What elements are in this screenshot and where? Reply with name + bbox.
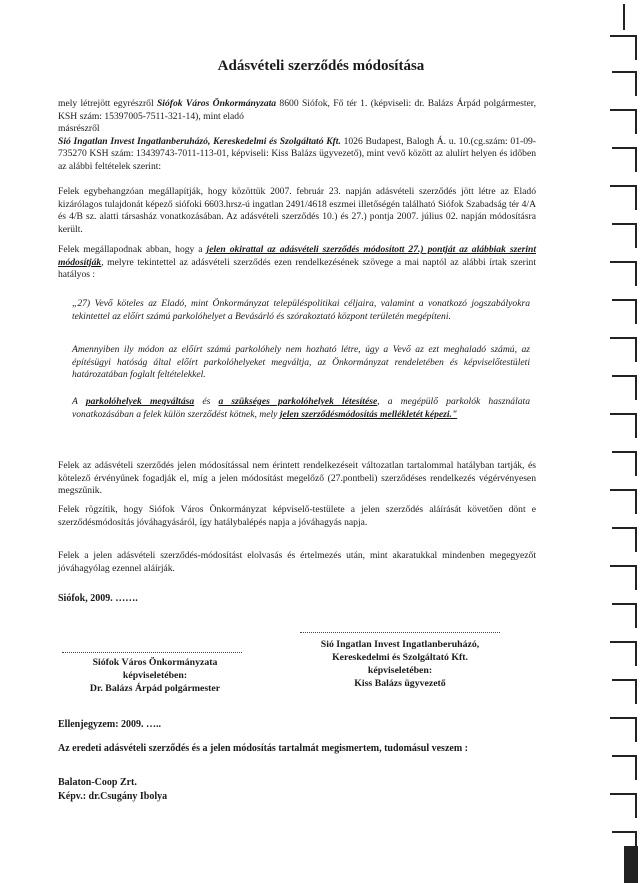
- signature-block-left: [50, 656, 260, 695]
- seller-details: 8600 Siófok, Fő tér 1. (képviseli: dr. Balázs Árpád polgármester, KSH szám: 15397005-7511-321-14), mint eladó: [58, 98, 537, 122]
- buyer-details: 1026 Budapest, Balogh Á. u. 10.(cg.szám: 01-09-735270 KSH szám: 13439743-7011-113-01, képviseli: Kiss Balázs ügyvezető), mint vevő között az alulírt helyen és időben az alábbi feltételek szerint:: [58, 135, 536, 172]
- paragraph-3: Felek az adásvételi szerződés jelen módosítással nem érintett rendelkezéseit változatlan tartalommal hatályban tartják, és kötelező érvényűnek fogadják el, míg a jelen módosítást megelőző (27.pontbeli) szerződéses rendelkezés végérvényesen megszűnik.: [58, 460, 536, 497]
- witness-company: Balaton-Coop Zrt.: [58, 777, 137, 788]
- sig-left-line1: Siófok Város Önkormányzata: [92, 657, 218, 668]
- intro-text-1: mely létrejött egyrészről: [58, 98, 157, 109]
- paragraph-4: Felek rögzítik, hogy Siófok Város Önkormányzat képviselő-testülete a jelen szerződés aláírását követően dönt e szerződésmódosítás jóváhagyásáról, így hatálybalépés napja a jóváhagyás napja.: [58, 504, 536, 528]
- paragraph-2-text-a: Felek megállapodnak abban, hogy a: [58, 244, 207, 255]
- quote3-a: A: [72, 396, 86, 407]
- masreszrol-text: másrészről: [58, 123, 100, 135]
- quote-paragraph-1: „27) Vevő köteles az Eladó, mint Önkormányzat településpolitikai céljaira, valamint a vonatkozó jogszabályokra tekintettel az előírt számú parkolóhelyet a Bevásárló és szórakoztató központ területén megépíteni.: [72, 298, 530, 322]
- quote3-c: és: [194, 396, 219, 407]
- quote-paragraph-3: [72, 396, 530, 421]
- countersign-line: Ellenjegyzem: 2009. …..: [58, 719, 162, 730]
- sig-right-line1: Sió Ingatlan Invest Ingatlanberuházó,: [320, 639, 480, 650]
- sig-right-line2: Kereskedelmi és Szolgáltató Kft.: [332, 652, 468, 663]
- signature-block-right: [285, 638, 515, 690]
- acknowledge-statement: Az eredeti adásvételi szerződés és a jelen módosítás tartalmát megismertem, tudomásul veszem :: [58, 743, 468, 754]
- paragraph-2-emphasis: jelen okirattal az adásvételi szerződés módosított 27.) pontját az alábbiak szerint módosítják: [58, 244, 536, 268]
- signature-line-right: [300, 632, 500, 633]
- paragraph-2: [58, 244, 536, 282]
- paragraph-5: Felek a jelen adásvételi szerződés-módosítást elolvasás és értelmezés után, mint akaratukkal mindenben megegyezőt jóváhagyólag ezennel aláírják.: [58, 550, 536, 574]
- sig-right-line3: képviseletében:: [367, 665, 433, 676]
- signature-line-left: [62, 652, 242, 653]
- paragraph-1: Felek egybehangzóan megállapítják, hogy közöttük 2007. február 23. napján adásvételi szerződés jött létre az Eladó kizárólagos tulajdonát képező siófoki 6603.hrsz-ú ingatlan 2491/4618 eszmei illetőségén található Siófok Szabadság tér 4/A és 4/B sz. alatti társasház vonatkozásában. Az adásvételi szerződés 10.) és 27.) pontja 2007. július 02. napján módosításra került.: [58, 186, 536, 235]
- parties-paragraph: [58, 98, 536, 174]
- place-date: Siófok, 2009. …….: [58, 593, 138, 604]
- page-edge-marks: [590, 0, 642, 883]
- paragraph-2-text-c: , melyre tekintettel az adásvételi szerződés ezen rendelkezésének szövege a mai naptól az alábbi írtak szerint hatályos :: [58, 256, 536, 281]
- quote3-f: jelen szerződésmódosítás mellékletét képezi.": [279, 408, 458, 420]
- seller-name: Siófok Város Önkormányzata: [156, 98, 277, 109]
- quote3-e: , a megépülő parkolók használata vonatkozásában a felek külön szerződést kötnek, mely: [72, 396, 530, 420]
- witness-representative: Képv.: dr.Csugány Ibolya: [58, 791, 168, 802]
- buyer-name: Sió Ingatlan Invest Ingatlanberuházó, Kereskedelmi és Szolgáltató Kft.: [58, 135, 341, 147]
- sig-left-line2: képviseletében:: [122, 670, 188, 681]
- quote-paragraph-2: Amennyiben ily módon az előírt számú parkolóhely nem hozható létre, úgy a Vevő az ezt meghaladó számú, az építésügyi hatóság által előírt parkolóhelyeket megváltja, az Önkormányzat rendeletében és képviselőtestületi határozatában foglalt feltételekkel.: [72, 344, 530, 381]
- sig-left-line3: Dr. Balázs Árpád polgármester: [89, 683, 221, 694]
- sig-right-line4: Kiss Balázs ügyvezető: [354, 678, 446, 689]
- quote3-d: a szükséges parkolóhelyek létesítése: [218, 396, 378, 407]
- quote3-b: parkolóhelyek megváltása: [85, 396, 195, 407]
- document-title: Adásvételi szerződés módosítása: [217, 58, 425, 74]
